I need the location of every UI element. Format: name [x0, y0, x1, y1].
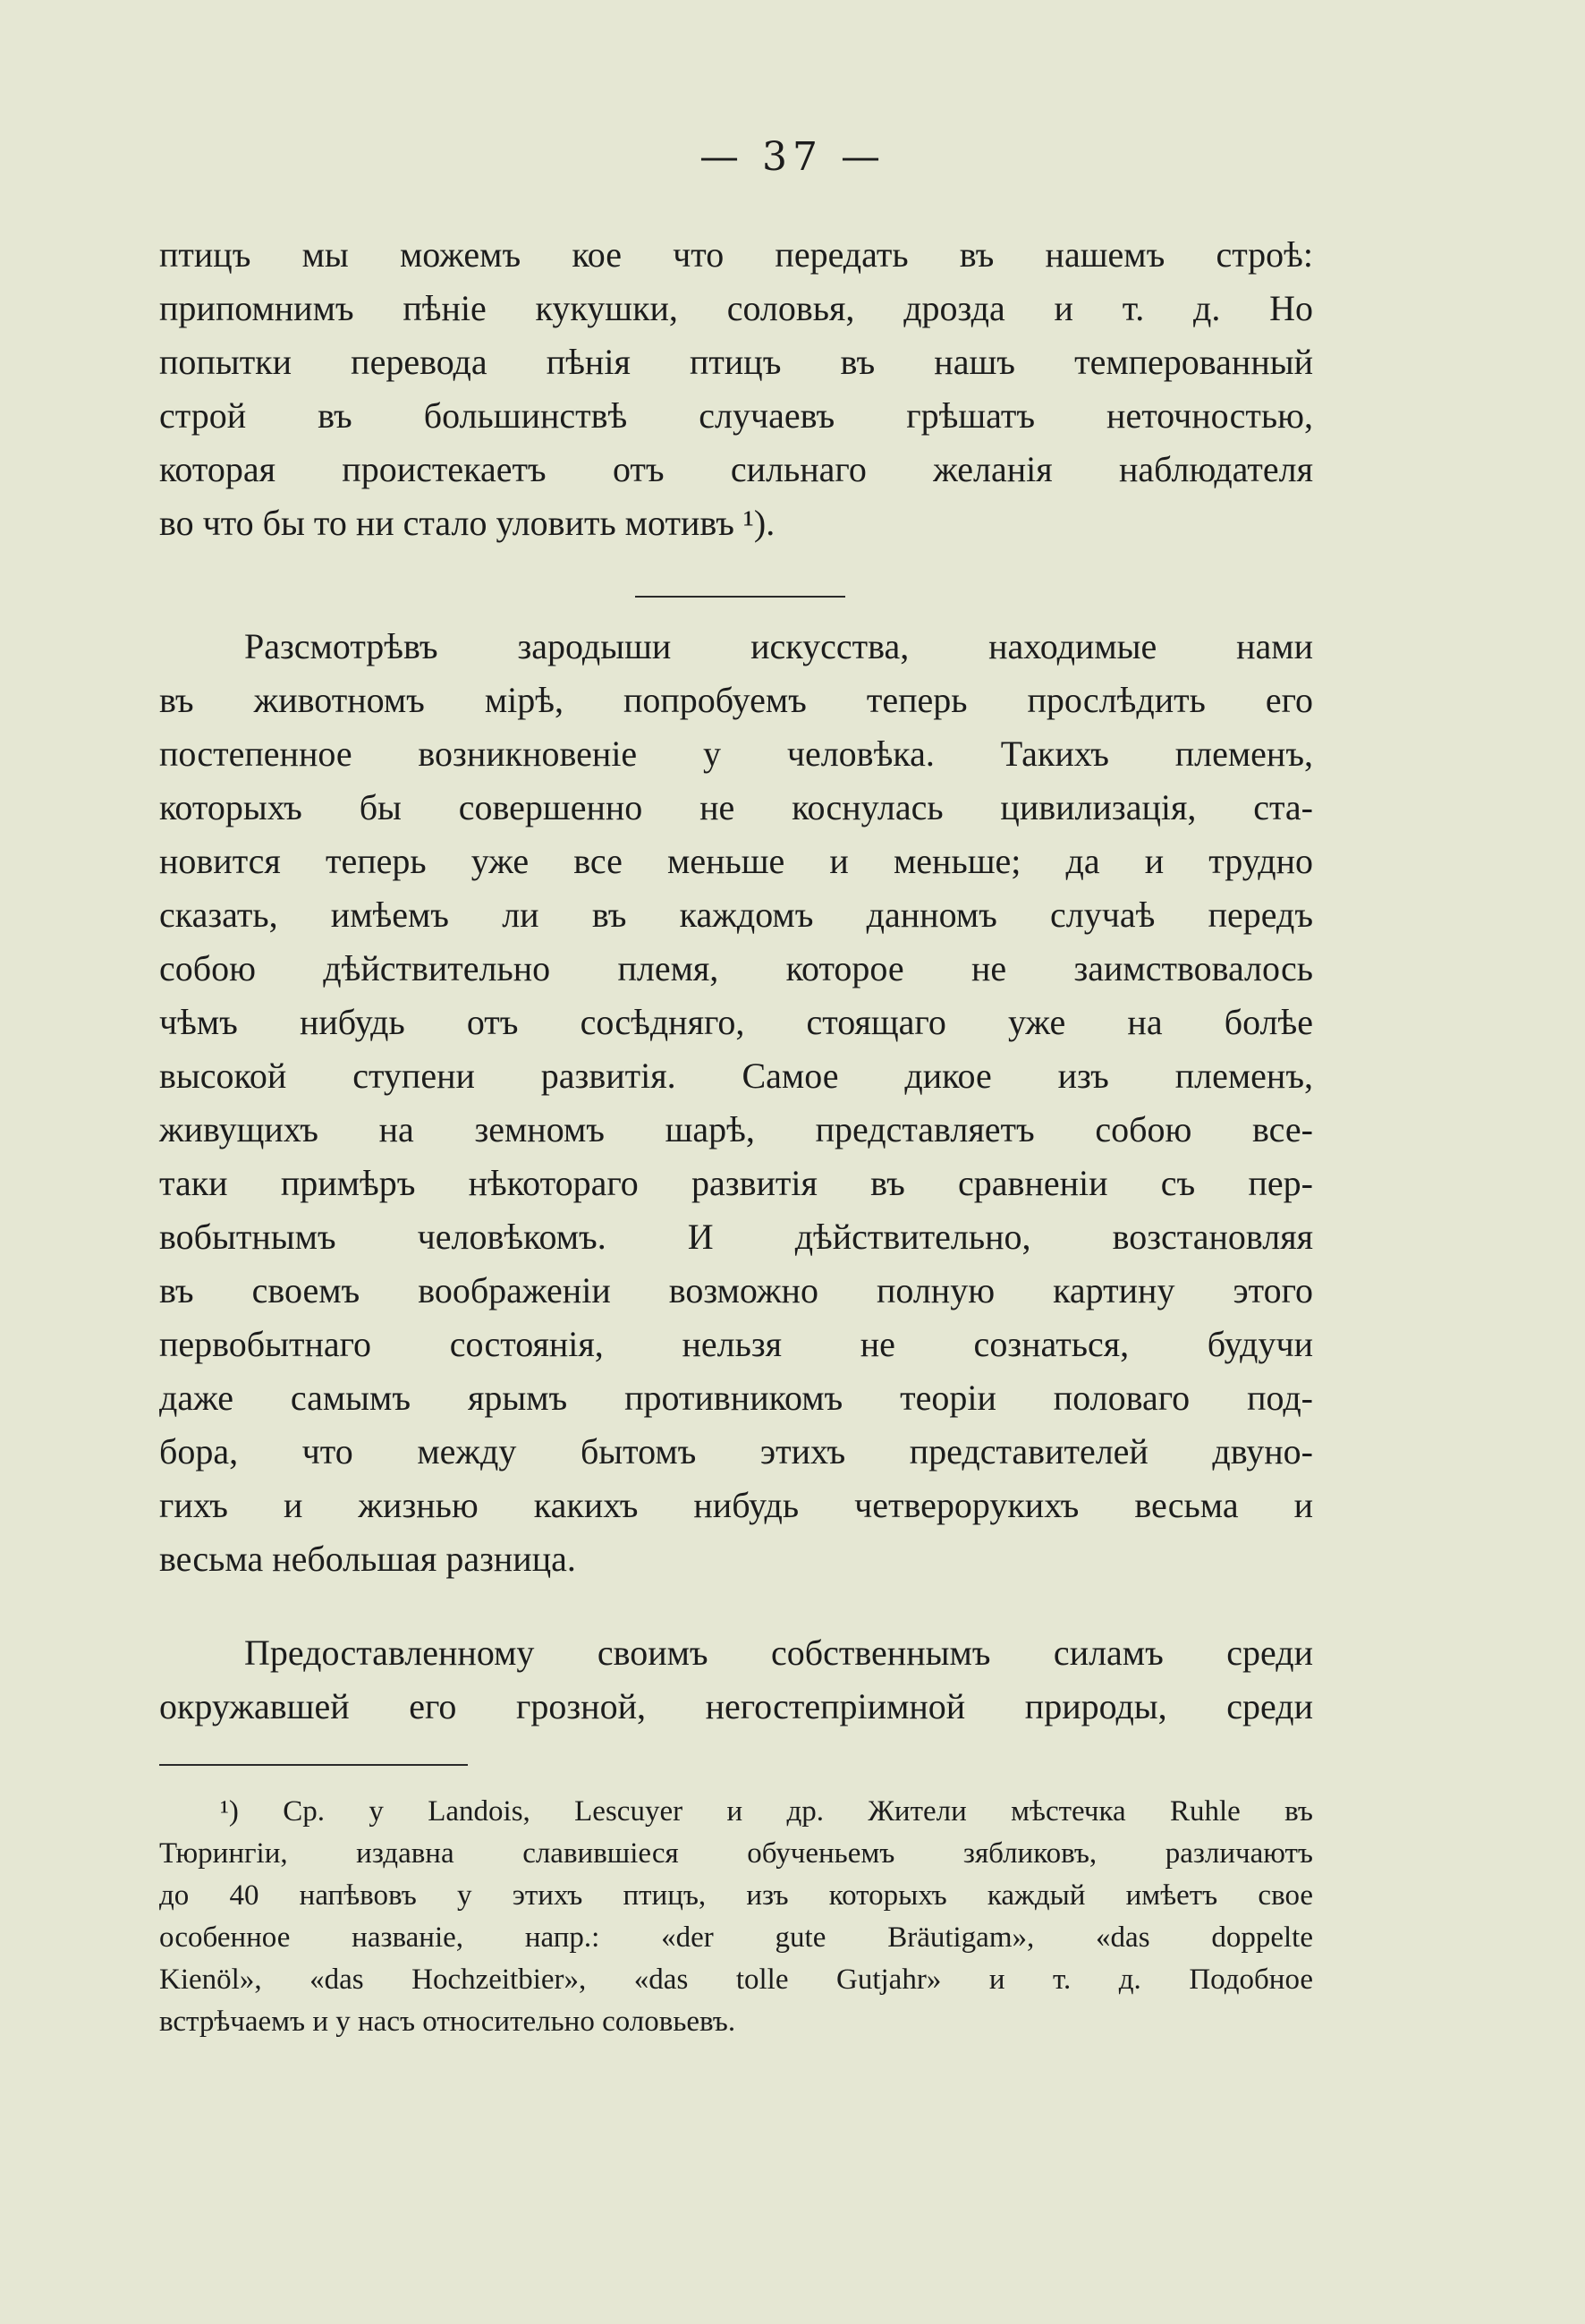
page-number: — 37 —: [699, 134, 886, 180]
footnote-line: Kienöl», «das Hochzeitbier», «das tolle Gutjahr» и т. д. Подобное: [159, 1964, 1313, 1996]
text-line: строй въ большинствѣ случаевъ грѣшатъ неточностью,: [159, 395, 1313, 436]
footnote-line: особенное названіе, напр.: «der gute Bräutigam», «das doppelte: [159, 1921, 1313, 1954]
footnote-line: до 40 напѣвовъ у этихъ птицъ, изъ которыхъ каждый имѣетъ свое: [159, 1879, 1313, 1912]
text-line: таки примѣръ нѣкотораго развитія въ сравненіи съ пер-: [159, 1163, 1313, 1203]
text-line: первобытнаго состоянія, нельзя не сознаться, будучи: [159, 1324, 1313, 1364]
text-line: которыхъ бы совершенно не коснулась цивилизація, ста-: [159, 787, 1313, 827]
text-line: Разсмотрѣвъ зародыши искусства, находимые нами: [244, 626, 1313, 666]
text-line: даже самымъ ярымъ противникомъ теоріи половаго под-: [159, 1378, 1313, 1418]
text-line: весьма небольшая разница.: [159, 1539, 576, 1579]
text-line: Предоставленному своимъ собственнымъ силамъ среди: [244, 1633, 1313, 1673]
text-line: припомнимъ пѣніе кукушки, соловья, дрозда и т. д. Но: [159, 288, 1313, 328]
text-line: сказать, имѣемъ ли въ каждомъ данномъ случаѣ передъ: [159, 895, 1313, 935]
paragraph-continuation: [159, 228, 1313, 550]
text-line: бора, что между бытомъ этихъ представителей двуно-: [159, 1431, 1313, 1472]
text-line: окружавшей его грозной, негостепріимной природы, среди: [159, 1686, 1313, 1726]
text-line: постепенное возникновеніе у человѣка. Такихъ племенъ,: [159, 734, 1313, 774]
footnote-line: Тюрингіи, издавна славившіеся обученьемъ зябликовъ, различаютъ: [159, 1837, 1313, 1870]
text-line: собою дѣйствительно племя, которое не заимствовалось: [159, 948, 1313, 988]
text-line: птицъ мы можемъ кое что передать въ нашемъ строѣ:: [159, 234, 1313, 275]
section-divider: [635, 596, 845, 598]
text-line: во что бы то ни стало уловить мотивъ ¹).: [159, 503, 776, 543]
text-line: въ животномъ мірѣ, попробуемъ теперь прослѣдить его: [159, 680, 1313, 720]
text-line: гихъ и жизнью какихъ нибудь четверорукихъ весьма и: [159, 1485, 1313, 1525]
footnote: [159, 1791, 1313, 2043]
text-line: чѣмъ нибудь отъ сосѣдняго, стоящаго уже на болѣе: [159, 1002, 1313, 1042]
paragraph-main: [159, 620, 1313, 1586]
text-line: попытки перевода пѣнія птицъ въ нашъ темперованный: [159, 342, 1313, 382]
footnote-line: встрѣчаемъ и у насъ относительно соловьевъ.: [159, 2006, 736, 2038]
text-line: которая проистекаетъ отъ сильнаго желанія наблюдателя: [159, 449, 1313, 489]
text-line: живущихъ на земномъ шарѣ, представляетъ собою все-: [159, 1109, 1313, 1149]
text-line: въ своемъ воображеніи возможно полную картину этого: [159, 1270, 1313, 1310]
text-line: вобытнымъ человѣкомъ. И дѣйствительно, возстановляя: [159, 1217, 1313, 1257]
footnote-divider: [159, 1764, 468, 1766]
footnote-line: ¹) Ср. у Landois, Lescuyer и др. Жители мѣстечка Ruhle въ: [220, 1795, 1313, 1828]
text-line: высокой ступени развитія. Самое дикое изъ племенъ,: [159, 1056, 1313, 1096]
text-line: новится теперь уже все меньше и меньше; да и трудно: [159, 841, 1313, 881]
paragraph-next: [159, 1626, 1313, 1734]
